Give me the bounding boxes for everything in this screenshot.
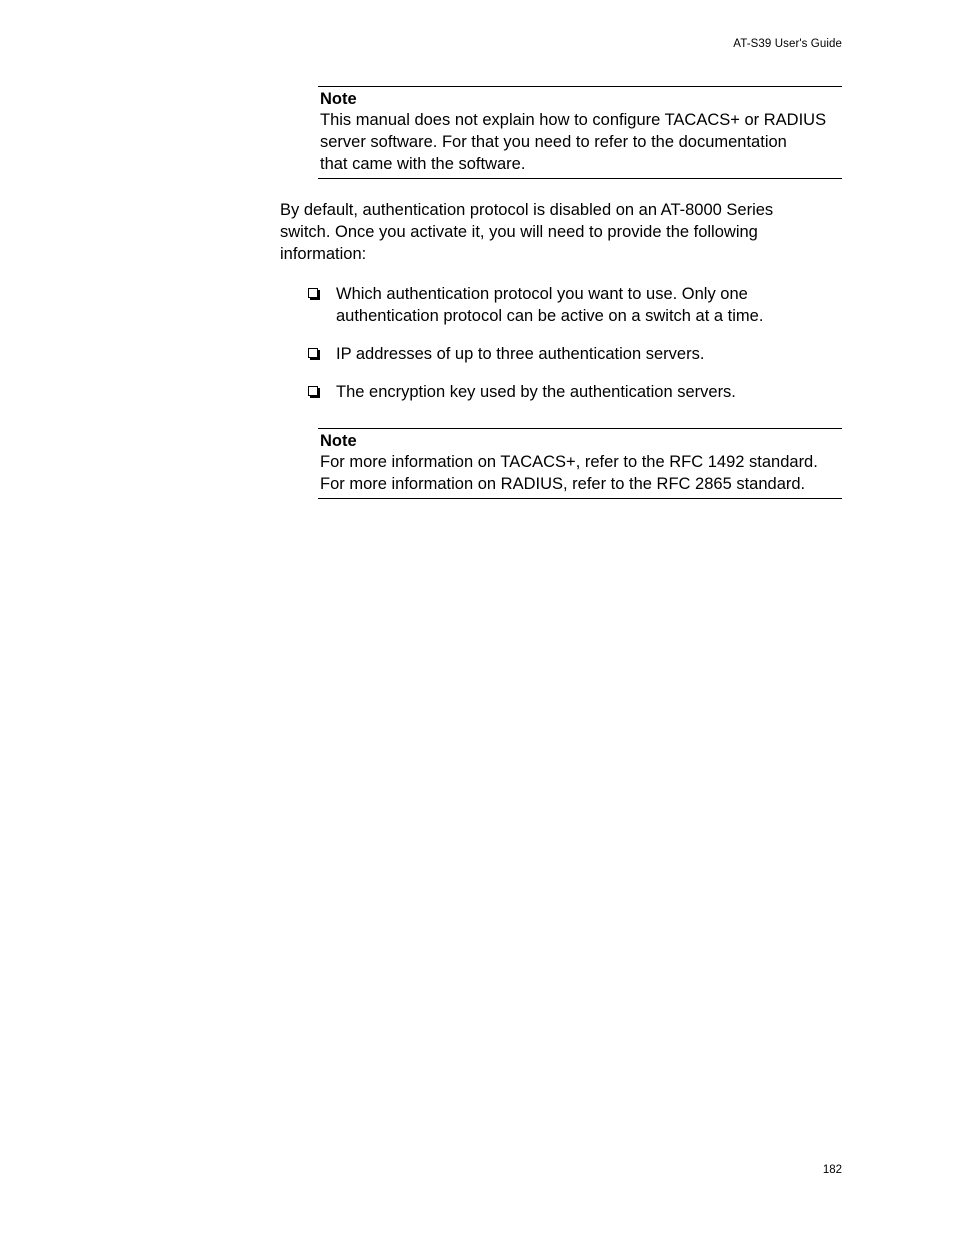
note-line: For more information on TACACS+, refer to the RFC 1492 standard. [320,453,818,471]
note-title: Note [320,90,357,108]
checkbox-icon [308,288,318,298]
list-item [307,343,842,365]
note-box [318,86,842,179]
paragraph-line: information: [280,245,367,263]
paragraph-line: switch. Once you activate it, you will need to provide the following [280,223,758,241]
checkbox-icon [308,386,318,396]
note-line: This manual does not explain how to configure TACACS+ or RADIUS [320,111,827,129]
list-item [307,283,842,327]
page-number: 182 [822,1164,842,1176]
running-header: AT-S39 User's Guide [733,38,842,50]
list-item [307,381,842,403]
list-item-line: The encryption key used by the authentication servers. [336,383,736,401]
note-line: server software. For that you need to refer to the documentation [320,133,787,151]
list-item-line: Which authentication protocol you want to use. Only one [336,285,748,303]
list-item-line: IP addresses of up to three authentication servers. [336,345,705,363]
checkbox-icon [308,348,318,358]
intro-paragraph [280,199,840,265]
note-body [320,109,840,175]
note-line: that came with the software. [320,155,526,173]
list-item-line: authentication protocol can be active on a switch at a time. [336,307,764,325]
paragraph-line: By default, authentication protocol is disabled on an AT-8000 Series [280,201,774,219]
note-box [318,428,842,499]
note-body [320,451,840,495]
note-line: For more information on RADIUS, refer to the RFC 2865 standard. [320,475,806,493]
requirements-list [307,283,842,403]
note-title: Note [320,432,357,450]
